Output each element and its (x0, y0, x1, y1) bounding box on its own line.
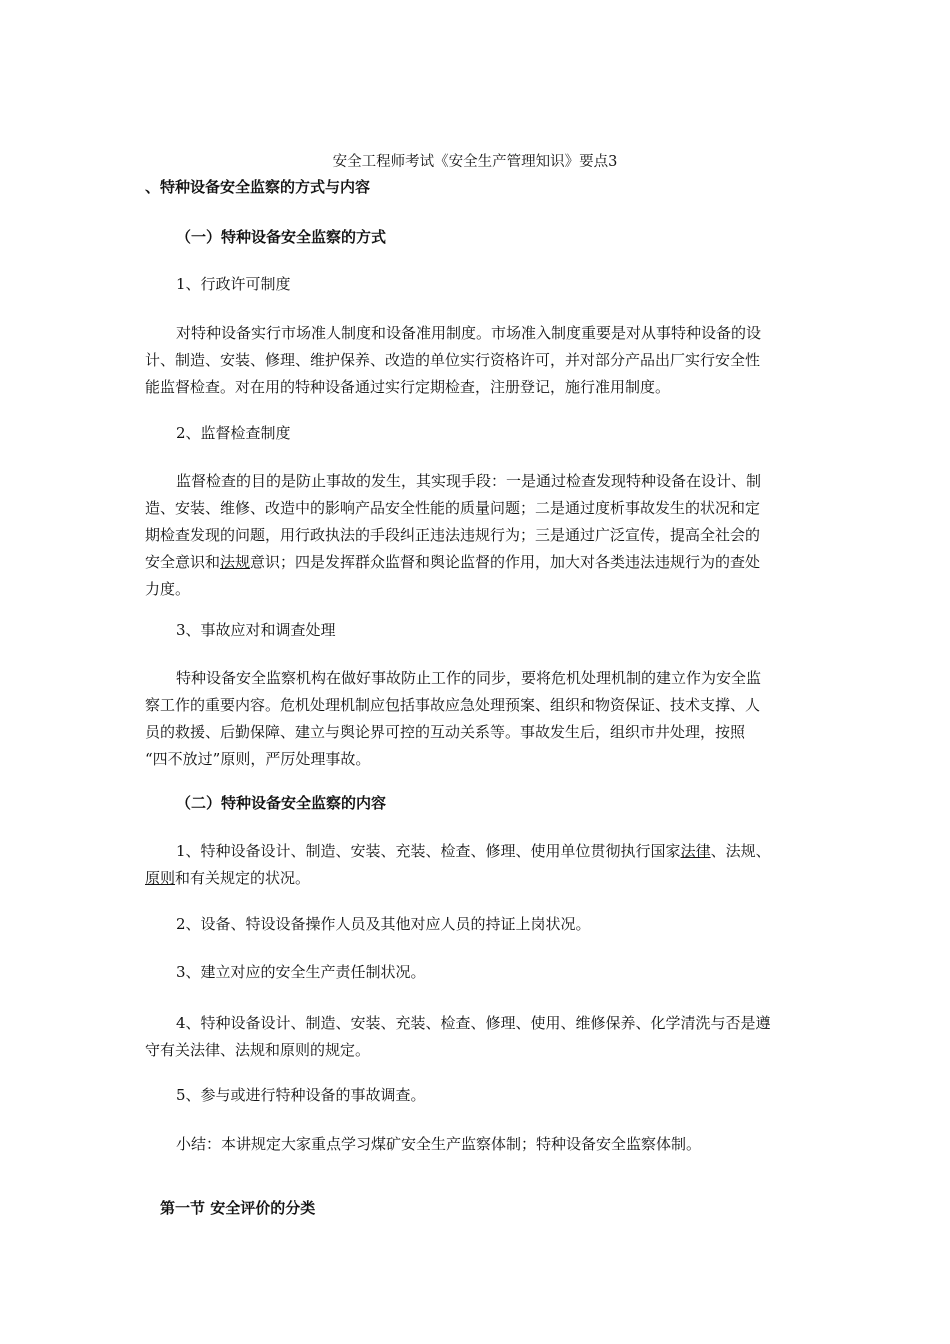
paragraph-line: 员的救援、后勤保障、建立与舆论界可控的互动关系等。事故发生后，组织市井处理，按照 (145, 723, 746, 741)
item-2-5: 5、参与或进行特种设备的事故调查。 (176, 1086, 426, 1104)
paragraph-line: 造、安装、维修、改造中的影响产品安全性能的质量问题；二是通过度析事故发生的状况和定 (145, 499, 761, 517)
paragraph-line (145, 838, 810, 865)
text-fragment: 意识；四是发挥群众监督和舆论监督的作用，加大对各类违法违规行为的查处 (250, 553, 761, 571)
regulation-link[interactable]: 法规 (220, 553, 251, 571)
item-1-1-title: 1、行政许可制度 (176, 275, 291, 293)
paragraph-line (145, 865, 810, 892)
sub-heading-2: （二）特种设备安全监察的内容 (176, 794, 387, 812)
paragraph-line: 守有关法律、法规和原则的规定。 (145, 1041, 371, 1059)
document-title: 安全工程师考试《安全生产管理知识》要点3 (332, 154, 618, 170)
sub-heading-1: （一）特种设备安全监察的方式 (176, 228, 387, 246)
paragraph-line: 监督检查的目的是防止事故的发生，其实现手段：一是通过检查发现特种设备在设计、制 (176, 472, 762, 490)
paragraph-line: 能监督检查。对在用的特种设备通过实行定期检查，注册登记，施行准用制度。 (145, 378, 671, 396)
item-1-2-title: 2、监督检查制度 (176, 424, 291, 442)
paragraph-line: 4、特种设备设计、制造、安装、充装、检查、修理、使用、维修保养、化学清洗与否是遵 (176, 1014, 771, 1032)
paragraph-line: 计、制造、安装、修理、维护保养、改造的单位实行资格许可，并对部分产品出厂实行安全性 (145, 351, 761, 369)
section-2-heading: 第一节 安全评价的分类 (160, 1199, 316, 1217)
paragraph-line: 对特种设备实行市场准人制度和设备准用制度。市场准入制度重要是对从事特种设备的设 (176, 324, 762, 342)
section-heading: 、特种设备安全监察的方式与内容 (145, 178, 371, 196)
paragraph-line (145, 549, 810, 576)
text-fragment: 安全意识和 (145, 553, 221, 571)
item-2-1 (145, 838, 810, 892)
summary: 小结：本讲规定大家重点学习煤矿安全生产监察体制；特种设备安全监察体制。 (176, 1135, 702, 1153)
item-2-3: 3、建立对应的安全生产责任制状况。 (176, 963, 426, 981)
text-fragment: 和有关规定的状况。 (175, 869, 311, 887)
item-1-1-body (145, 320, 810, 401)
paragraph-line: 特种设备安全监察机构在做好事故防止工作的同步，要将危机处理机制的建立作为安全监 (176, 669, 762, 687)
item-1-2-body (145, 468, 810, 603)
item-2-2: 2、设备、特设设备操作人员及其他对应人员的持证上岗状况。 (176, 915, 591, 933)
text-fragment: 1、特种设备设计、制造、安装、充装、检查、修理、使用单位贯彻执行国家 (176, 842, 681, 860)
paragraph-line: 察工作的重要内容。危机处理机制应包括事故应急处理预案、组织和物资保证、技术支撑、人 (145, 696, 761, 714)
paragraph-line: 力度。 (145, 580, 191, 598)
law-link[interactable]: 法律 (680, 842, 711, 860)
paragraph-line: 期检查发现的问题，用行政执法的手段纠正违法违规行为；三是通过广泛宣传，提高全社会的 (145, 526, 761, 544)
item-1-3-title: 3、事故应对和调查处理 (176, 621, 336, 639)
item-2-4 (145, 1010, 810, 1064)
paragraph-line: “四不放过”原则，严厉处理事故。 (145, 750, 371, 768)
item-1-3-body (145, 665, 810, 773)
text-fragment: 、法规、 (710, 842, 771, 860)
principle-link[interactable]: 原则 (145, 869, 176, 887)
